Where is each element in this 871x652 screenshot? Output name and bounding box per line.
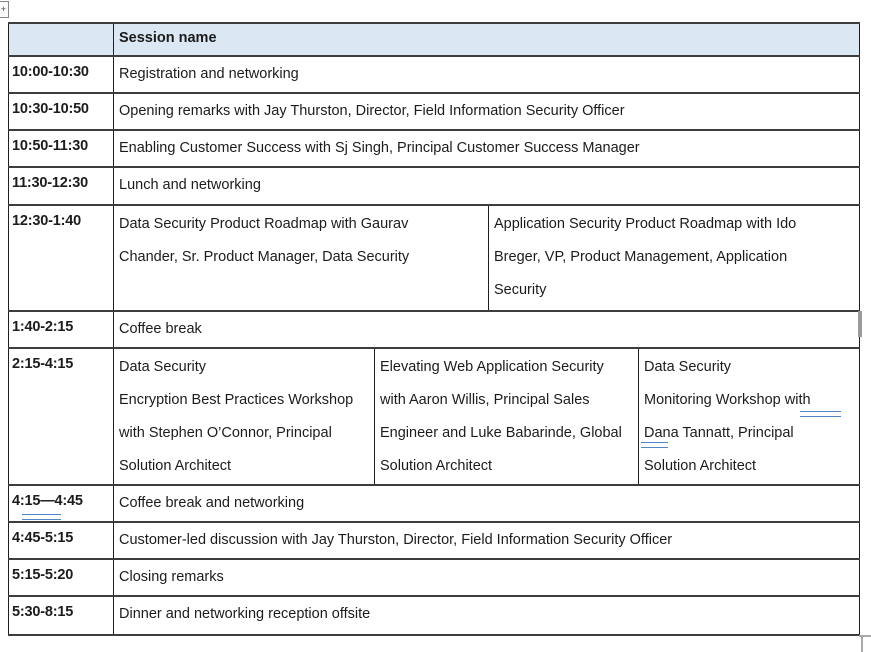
table-move-handle-icon[interactable]: + (0, 1, 9, 18)
header-time-cell[interactable] (9, 23, 114, 56)
table-edge-notch (858, 311, 862, 337)
time-cell[interactable]: 4:15—4:45 (9, 485, 114, 522)
session-cell[interactable]: Elevating Web Application Security with Aaron Willis, Principal Sales Engineer and Luke Babarinde, Global Solution Architect (375, 348, 639, 485)
table-row (9, 522, 860, 559)
time-cell[interactable]: 4:45-5:15 (9, 522, 114, 559)
time-cell[interactable]: 10:30-10:50 (9, 93, 114, 130)
table-row (9, 559, 860, 596)
header-session-cell[interactable]: Session name (114, 23, 860, 56)
session-cell[interactable]: Dinner and networking reception offsite (114, 596, 860, 635)
session-cell[interactable]: Coffee break and networking (114, 485, 860, 522)
proofing-mark (800, 411, 841, 417)
session-cell[interactable]: Registration and networking (114, 56, 860, 93)
session-cell[interactable]: Opening remarks with Jay Thurston, Director, Field Information Security Officer (114, 93, 860, 130)
table-row (9, 311, 860, 348)
table-row (9, 130, 860, 167)
table-row (9, 93, 860, 130)
session-cell[interactable]: Lunch and networking (114, 167, 860, 205)
session-cell[interactable]: Data Security Encryption Best Practices Workshop with Stephen O’Connor, Principal Solution Architect (114, 348, 375, 485)
table-row (9, 56, 860, 93)
table-row (9, 167, 860, 205)
table-row (9, 485, 860, 522)
proofing-mark (641, 442, 668, 448)
time-cell[interactable]: 5:30-8:15 (9, 596, 114, 635)
session-cell[interactable]: Closing remarks (114, 559, 860, 596)
time-cell[interactable]: 10:00-10:30 (9, 56, 114, 93)
table-row (9, 348, 860, 485)
session-cell[interactable]: Data Security Monitoring Workshop with Dana Tannatt, Principal Solution Architect (639, 348, 860, 485)
agenda-table (8, 22, 860, 636)
time-cell[interactable]: 2:15-4:15 (9, 348, 114, 485)
session-cell[interactable]: Data Security Product Roadmap with Gaurav Chander, Sr. Product Manager, Data Security (114, 205, 489, 311)
table-header-row (9, 23, 860, 56)
table-row (9, 596, 860, 635)
session-cell[interactable]: Customer-led discussion with Jay Thurston, Director, Field Information Security Officer (114, 522, 860, 559)
session-cell[interactable]: Coffee break (114, 311, 860, 348)
time-cell[interactable]: 10:50-11:30 (9, 130, 114, 167)
time-cell[interactable]: 11:30-12:30 (9, 167, 114, 205)
page-corner-edge (861, 635, 863, 652)
time-cell[interactable]: 12:30-1:40 (9, 205, 114, 311)
table-row (9, 205, 860, 311)
session-cell[interactable]: Application Security Product Roadmap with Ido Breger, VP, Product Management, Application Security (489, 205, 860, 311)
proofing-mark (22, 514, 61, 520)
time-cell[interactable]: 1:40-2:15 (9, 311, 114, 348)
session-cell[interactable]: Enabling Customer Success with Sj Singh, Principal Customer Success Manager (114, 130, 860, 167)
time-cell[interactable]: 5:15-5:20 (9, 559, 114, 596)
